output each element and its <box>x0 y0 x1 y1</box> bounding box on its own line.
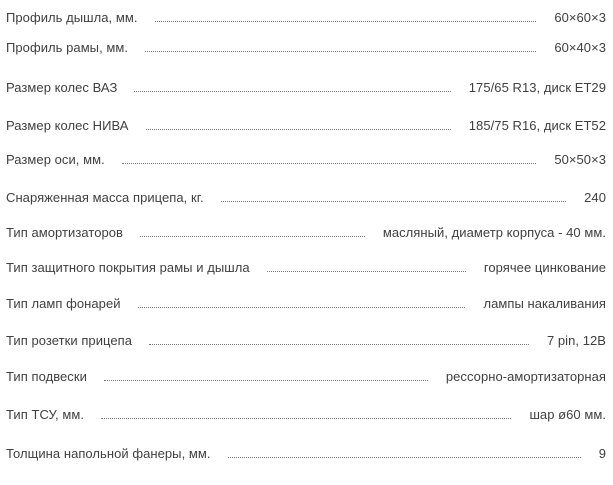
spec-row-axle-size <box>6 150 606 170</box>
dotted-leader <box>155 20 537 22</box>
spec-row-niva-wheel-size <box>6 116 606 136</box>
spec-value: горячее цинкование <box>483 260 606 275</box>
spec-label: Тип розетки прицепа <box>6 333 133 348</box>
spec-label: Размер колес НИВА <box>6 118 129 133</box>
spec-row-floor-plywood-thickness <box>6 444 606 464</box>
spec-label: Размер оси, мм. <box>6 152 105 167</box>
spec-label: Толщина напольной фанеры, мм. <box>6 446 211 461</box>
spec-row-drawbar-profile <box>6 8 606 28</box>
spec-value: лампы накаливания <box>483 296 606 311</box>
dotted-leader <box>228 456 581 458</box>
spec-value: 60×40×3 <box>554 40 606 55</box>
spec-value: масляный, диаметр корпуса - 40 мм. <box>382 225 606 240</box>
spec-value: 175/65 R13, диск ET29 <box>468 80 606 95</box>
spec-label: Профиль рамы, мм. <box>6 40 129 55</box>
dotted-leader <box>138 306 466 308</box>
spec-row-suspension-type <box>6 367 606 387</box>
spec-row-hitch-type <box>6 405 606 425</box>
spec-label: Тип ТСУ, мм. <box>6 407 85 422</box>
spec-row-curb-weight <box>6 188 606 208</box>
spec-value: рессорно-амортизаторная <box>445 369 606 384</box>
spec-value: 240 <box>584 190 606 205</box>
spec-row-lamp-type <box>6 294 606 314</box>
dotted-leader <box>134 90 450 92</box>
spec-row-shock-absorber-type <box>6 223 606 243</box>
dotted-leader <box>104 379 428 381</box>
spec-row-vaz-wheel-size <box>6 78 606 98</box>
spec-value: 185/75 R16, диск ET52 <box>468 118 606 133</box>
spec-row-socket-type <box>6 331 606 351</box>
spec-label: Размер колес ВАЗ <box>6 80 118 95</box>
spec-value: 50×50×3 <box>554 152 606 167</box>
spec-label: Тип подвески <box>6 369 87 384</box>
spec-value: шар ø60 мм. <box>529 407 606 422</box>
dotted-leader <box>140 235 365 237</box>
spec-label: Снаряженная масса прицепа, кг. <box>6 190 204 205</box>
spec-row-protective-coating <box>6 258 606 278</box>
dotted-leader <box>101 417 511 419</box>
spec-label: Тип ламп фонарей <box>6 296 121 311</box>
spec-label: Тип амортизаторов <box>6 225 123 240</box>
dotted-leader <box>267 270 466 272</box>
dotted-leader <box>122 162 537 164</box>
spec-value: 7 pin, 12В <box>546 333 606 348</box>
spec-value: 9 <box>598 446 606 461</box>
dotted-leader <box>146 128 451 130</box>
spec-label: Тип защитного покрытия рамы и дышла <box>6 260 250 275</box>
dotted-leader <box>149 343 529 345</box>
spec-row-frame-profile <box>6 38 606 58</box>
dotted-leader <box>221 200 567 202</box>
spec-value: 60×60×3 <box>554 10 606 25</box>
spec-label: Профиль дышла, мм. <box>6 10 138 25</box>
dotted-leader <box>145 50 536 52</box>
